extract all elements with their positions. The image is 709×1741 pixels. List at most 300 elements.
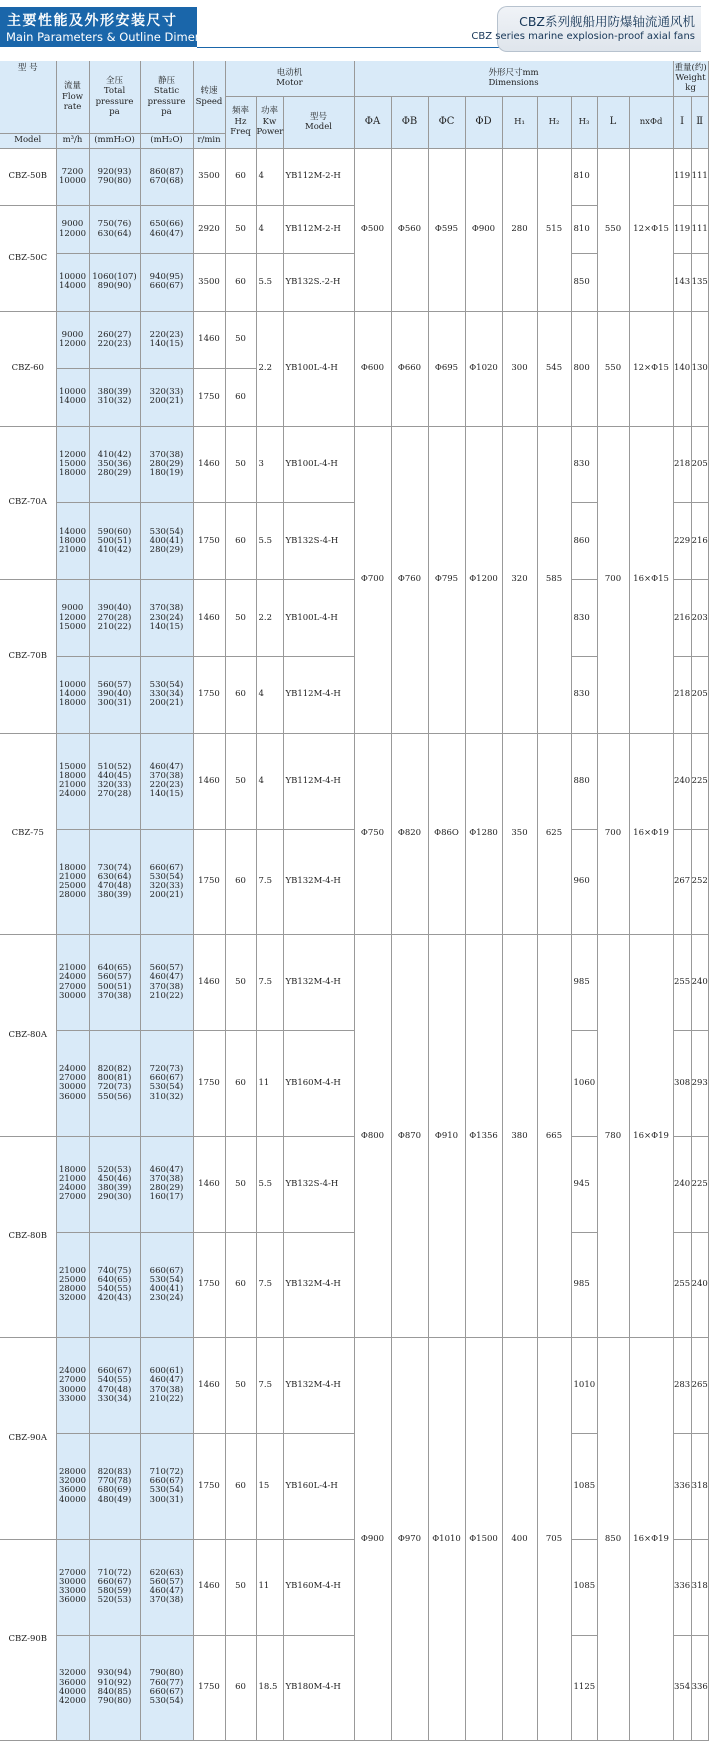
weight-2-cell: 135 xyxy=(691,254,708,312)
speed-cell: 1460 xyxy=(193,935,225,1031)
motor-model-cell: YB132S-4-H xyxy=(283,503,354,580)
dim-c-head: ΦC xyxy=(428,96,465,148)
freq-cell: 50 xyxy=(225,935,256,1031)
product-title-zh: CBZ系列舰船用防爆轴流通风机 xyxy=(519,14,695,29)
total-pressure-col-head xyxy=(89,61,140,133)
weight-1-cell: 143 xyxy=(673,254,691,312)
total-pressure-zh: 全压 xyxy=(105,76,123,87)
weight-2-cell: 265 xyxy=(691,1338,708,1434)
freq-cell: 60 xyxy=(225,1232,256,1338)
flow-cell: 10000 14000 18000 xyxy=(56,656,89,733)
product-series-tab xyxy=(471,6,701,52)
motor-model-cell: YB160M-4-H xyxy=(283,1031,354,1137)
outline-zh: 外形尺寸mm xyxy=(488,67,539,78)
dim-h3-cell: 985 xyxy=(571,1232,597,1338)
dim-h3-cell: 960 xyxy=(571,829,597,935)
weight-1-cell: 218 xyxy=(673,426,691,503)
total-pressure-cell: 590(60) 500(51) 410(42) xyxy=(89,503,140,580)
weight-1-cell: 119 xyxy=(673,206,691,254)
speed-cell: 1750 xyxy=(193,369,225,427)
product-title-en: CBZ series marine explosion-proof axial fans xyxy=(471,31,695,42)
speed-cell: 1460 xyxy=(193,1136,225,1232)
dim-h3-cell: 860 xyxy=(571,503,597,580)
static-pressure-cell: 710(72) 660(67) 530(54) 300(31) xyxy=(140,1434,193,1540)
power-cell: 4 xyxy=(256,733,283,829)
static-pressure-cell: 790(80) 760(77) 660(67) 530(54) xyxy=(140,1635,193,1741)
power-col-head: 功率 Kw Power xyxy=(256,96,283,148)
weight-2-cell: 225 xyxy=(691,733,708,829)
dim-h3-cell: 810 xyxy=(571,206,597,254)
dim-h3-cell: 830 xyxy=(571,426,597,503)
dim-d-head: ΦD xyxy=(465,96,502,148)
power-cell: 7.5 xyxy=(256,935,283,1031)
total-pressure-cell: 1060(107) 890(90) xyxy=(89,254,140,312)
dim-b-cell: Φ660 xyxy=(391,311,428,426)
dim-l-head: L xyxy=(597,96,629,148)
dim-h3-head: H₃ xyxy=(571,96,597,148)
motor-model-cell: YB160M-4-H xyxy=(283,1539,354,1635)
model-cell: CBZ-80B xyxy=(0,1136,56,1337)
freq-cell: 60 xyxy=(225,656,256,733)
static-pressure-cell: 460(47) 370(38) 280(29) 160(17) xyxy=(140,1136,193,1232)
total-pressure-cell: 410(42) 350(36) 280(29) xyxy=(89,426,140,503)
dim-h3-cell: 800 xyxy=(571,311,597,426)
dim-a-cell: Φ700 xyxy=(354,426,391,733)
table-row xyxy=(0,426,708,436)
weight-2-head: Ⅱ xyxy=(691,96,708,148)
model-cell: CBZ-50C xyxy=(0,206,56,312)
freq-cell: 50 xyxy=(225,426,256,503)
speed-cell: 1460 xyxy=(193,1539,225,1635)
dim-a-cell: Φ750 xyxy=(354,733,391,934)
dim-h3-cell: 945 xyxy=(571,1136,597,1232)
dim-c-cell: Φ910 xyxy=(428,935,465,1338)
speed-cell: 1750 xyxy=(193,656,225,733)
power-cell: 7.5 xyxy=(256,1338,283,1434)
static-pressure-cell: 460(47) 370(38) 220(23) 140(15) xyxy=(140,733,193,829)
motor-model-cell: YB100L-4-H xyxy=(283,311,354,426)
static-pressure-zh: 静压 xyxy=(157,76,175,87)
total-pressure-cell: 520(53) 450(46) 380(39) 290(30) xyxy=(89,1136,140,1232)
total-pressure-cell: 660(67) 540(55) 470(48) 330(34) xyxy=(89,1338,140,1434)
weight-1-cell: 267 xyxy=(673,829,691,935)
power-cell: 11 xyxy=(256,1539,283,1635)
table-row xyxy=(0,148,708,158)
table-header xyxy=(0,61,708,148)
motor-model-cell: YB112M-4-H xyxy=(283,733,354,829)
power-cell: 4 xyxy=(256,206,283,254)
power-cell: 4 xyxy=(256,148,283,206)
freq-cell: 60 xyxy=(225,1635,256,1741)
weight-2-cell: 205 xyxy=(691,426,708,503)
speed-cell: 1750 xyxy=(193,1434,225,1540)
speed-cell: 2920 xyxy=(193,206,225,254)
weight-2-cell: 111 xyxy=(691,148,708,206)
speed-en: Speed xyxy=(195,96,223,107)
dim-h3-cell: 830 xyxy=(571,656,597,733)
dim-h2-cell: 515 xyxy=(537,148,571,311)
flow-cell: 12000 15000 18000 xyxy=(56,426,89,503)
dim-a-cell: Φ900 xyxy=(354,1338,391,1741)
speed-cell: 1750 xyxy=(193,1031,225,1137)
flow-cell: 28000 32000 36000 40000 xyxy=(56,1434,89,1540)
dim-h3-cell: 880 xyxy=(571,733,597,829)
table-row xyxy=(0,935,708,945)
speed-cell: 1460 xyxy=(193,311,225,369)
static-pressure-cell: 530(54) 330(34) 200(21) xyxy=(140,656,193,733)
dim-h3-cell: 1085 xyxy=(571,1539,597,1635)
power-cell: 18.5 xyxy=(256,1635,283,1741)
weight-2-cell: 111 xyxy=(691,206,708,254)
flow-cell: 15000 18000 21000 24000 xyxy=(56,733,89,829)
flow-cell: 9000 12000 xyxy=(56,206,89,254)
static-pressure-cell: 650(66) 460(47) xyxy=(140,206,193,254)
static-pressure-cell: 370(38) 230(24) 140(15) xyxy=(140,580,193,657)
flow-cell: 24000 27000 30000 33000 xyxy=(56,1338,89,1434)
dim-c-cell: Φ695 xyxy=(428,311,465,426)
static-pressure-cell: 660(67) 530(54) 400(41) 230(24) xyxy=(140,1232,193,1338)
dim-a-cell: Φ600 xyxy=(354,311,391,426)
dim-b-cell: Φ760 xyxy=(391,426,428,733)
weight-zh: 重量(约) xyxy=(674,62,707,73)
dim-nd-cell: 12×Φ15 xyxy=(629,311,673,426)
motor-model-cell: YB132S-4-H xyxy=(283,1136,354,1232)
dim-h1-head: H₁ xyxy=(502,96,537,148)
table-row xyxy=(0,733,708,743)
model-cell: CBZ-70A xyxy=(0,426,56,580)
power-cell: 11 xyxy=(256,1031,283,1137)
freq-cell: 60 xyxy=(225,503,256,580)
total-pressure-unit: (mmH₂O) xyxy=(89,133,140,148)
table-body xyxy=(0,148,708,1741)
flow-cell: 21000 24000 27000 30000 xyxy=(56,935,89,1031)
dim-h3-cell: 850 xyxy=(571,254,597,312)
section-title-banner xyxy=(0,7,232,47)
parameters-table xyxy=(0,61,709,1741)
outline-en: Dimensions xyxy=(488,78,539,89)
flow-cell: 9000 12000 xyxy=(56,311,89,369)
static-pressure-cell: 660(67) 530(54) 320(33) 200(21) xyxy=(140,829,193,935)
dim-b-cell: Φ820 xyxy=(391,733,428,934)
static-pressure-cell: 320(33) 200(21) xyxy=(140,369,193,427)
dim-d-cell: Φ900 xyxy=(465,148,502,311)
dim-d-cell: Φ1280 xyxy=(465,733,502,934)
dim-b-cell: Φ560 xyxy=(391,148,428,311)
total-pressure-cell: 820(83) 770(78) 680(69) 480(49) xyxy=(89,1434,140,1540)
weight-2-cell: 203 xyxy=(691,580,708,657)
weight-2-cell: 336 xyxy=(691,1635,708,1741)
weight-1-cell: 255 xyxy=(673,1232,691,1338)
weight-unit: kg xyxy=(685,83,696,94)
dim-h1-cell: 320 xyxy=(502,426,537,733)
weight-2-cell: 240 xyxy=(691,935,708,1031)
model-cell: CBZ-90A xyxy=(0,1338,56,1539)
flow-cell: 24000 27000 30000 36000 xyxy=(56,1031,89,1137)
speed-cell: 1460 xyxy=(193,426,225,503)
freq-cell: 50 xyxy=(225,580,256,657)
freq-cell: 60 xyxy=(225,148,256,206)
dim-c-cell: Φ1010 xyxy=(428,1338,465,1741)
model-col-en: Model xyxy=(0,133,56,148)
total-pressure-en: Total pressure pa xyxy=(95,86,134,118)
motor-model-cell: YB132M-4-H xyxy=(283,1338,354,1434)
weight-1-cell: 216 xyxy=(673,580,691,657)
flow-cell: 10000 14000 xyxy=(56,369,89,427)
total-pressure-cell: 260(27) 220(23) xyxy=(89,311,140,369)
weight-2-cell: 293 xyxy=(691,1031,708,1137)
weight-2-cell: 130 xyxy=(691,311,708,426)
weight-1-cell: 240 xyxy=(673,1136,691,1232)
speed-cell: 1460 xyxy=(193,1338,225,1434)
dim-h3-cell: 810 xyxy=(571,148,597,206)
weight-1-cell: 283 xyxy=(673,1338,691,1434)
motor-model-cell: YB100L-4-H xyxy=(283,580,354,657)
dim-h2-cell: 665 xyxy=(537,935,571,1338)
weight-2-cell: 205 xyxy=(691,656,708,733)
dim-c-cell: Φ795 xyxy=(428,426,465,733)
dim-h1-cell: 380 xyxy=(502,935,537,1338)
model-cell: CBZ-75 xyxy=(0,733,56,934)
total-pressure-cell: 710(72) 660(67) 580(59) 520(53) xyxy=(89,1539,140,1635)
flow-cell: 18000 21000 24000 27000 xyxy=(56,1136,89,1232)
speed-cell: 1750 xyxy=(193,503,225,580)
power-cell: 7.5 xyxy=(256,1232,283,1338)
dim-a-cell: Φ500 xyxy=(354,148,391,311)
dim-h3-cell: 1125 xyxy=(571,1635,597,1741)
motor-model-cell: YB132M-4-H xyxy=(283,1232,354,1338)
freq-cell: 50 xyxy=(225,311,256,369)
weight-2-cell: 252 xyxy=(691,829,708,935)
dim-h2-cell: 585 xyxy=(537,426,571,733)
speed-cell: 1460 xyxy=(193,580,225,657)
dim-h2-cell: 545 xyxy=(537,311,571,426)
flow-unit: m³/h xyxy=(56,133,89,148)
speed-cell: 1750 xyxy=(193,829,225,935)
dim-b-cell: Φ870 xyxy=(391,935,428,1338)
motor-model-cell: YB132M-4-H xyxy=(283,935,354,1031)
power-cell: 3 xyxy=(256,426,283,503)
dim-l-cell: 780 xyxy=(597,935,629,1338)
freq-cell: 50 xyxy=(225,1136,256,1232)
weight-1-cell: 119 xyxy=(673,148,691,206)
weight-1-cell: 240 xyxy=(673,733,691,829)
motor-model-cell: YB112M-2-H xyxy=(283,206,354,254)
dim-nd-head: nxΦd xyxy=(629,96,673,148)
freq-cell: 60 xyxy=(225,369,256,427)
dim-a-head: ΦA xyxy=(354,96,391,148)
dim-h2-head: H₂ xyxy=(537,96,571,148)
total-pressure-cell: 510(52) 440(45) 320(33) 270(28) xyxy=(89,733,140,829)
speed-cell: 3500 xyxy=(193,254,225,312)
dim-l-cell: 700 xyxy=(597,426,629,733)
dim-b-cell: Φ970 xyxy=(391,1338,428,1741)
speed-cell: 1750 xyxy=(193,1232,225,1338)
flow-cell: 14000 18000 21000 xyxy=(56,503,89,580)
flow-cell: 32000 36000 40000 42000 xyxy=(56,1635,89,1741)
static-pressure-cell: 530(54) 400(41) 280(29) xyxy=(140,503,193,580)
table-row xyxy=(0,311,708,321)
dim-d-cell: Φ1020 xyxy=(465,311,502,426)
power-cell: 4 xyxy=(256,656,283,733)
power-cell: 15 xyxy=(256,1434,283,1540)
motor-model-cell: YB180M-4-H xyxy=(283,1635,354,1741)
total-pressure-cell: 380(39) 310(32) xyxy=(89,369,140,427)
total-pressure-cell: 560(57) 390(40) 300(31) xyxy=(89,656,140,733)
weight-2-cell: 216 xyxy=(691,503,708,580)
model-cell: CBZ-80A xyxy=(0,935,56,1136)
motor-en: Motor xyxy=(276,78,303,89)
total-pressure-cell: 750(76) 630(64) xyxy=(89,206,140,254)
flow-cell: 27000 30000 33000 36000 xyxy=(56,1539,89,1635)
static-pressure-cell: 940(95) 660(67) xyxy=(140,254,193,312)
section-title-zh: 主要性能及外形安装尺寸 xyxy=(7,13,178,29)
motor-model-cell: YB160L-4-H xyxy=(283,1434,354,1540)
motor-model-cell: YB112M-2-H xyxy=(283,148,354,206)
weight-en: Weight xyxy=(675,73,706,84)
motor-model-cell: YB132M-4-H xyxy=(283,829,354,935)
power-cell: 2.2 xyxy=(256,311,283,426)
dim-h3-cell: 985 xyxy=(571,935,597,1031)
speed-cell: 1460 xyxy=(193,733,225,829)
weight-2-cell: 225 xyxy=(691,1136,708,1232)
freq-cell: 50 xyxy=(225,733,256,829)
speed-cell: 3500 xyxy=(193,148,225,206)
dim-nd-cell: 12×Φ15 xyxy=(629,148,673,311)
dim-h3-cell: 1010 xyxy=(571,1338,597,1434)
weight-1-cell: 308 xyxy=(673,1031,691,1137)
static-pressure-cell: 860(87) 670(68) xyxy=(140,148,193,206)
flow-zh: 流量 xyxy=(63,81,81,92)
weight-1-cell: 336 xyxy=(673,1434,691,1540)
dim-d-cell: Φ1356 xyxy=(465,935,502,1338)
power-cell: 2.2 xyxy=(256,580,283,657)
dim-h1-cell: 300 xyxy=(502,311,537,426)
flow-cell: 21000 25000 28000 32000 xyxy=(56,1232,89,1338)
dim-l-cell: 850 xyxy=(597,1338,629,1741)
dim-l-cell: 550 xyxy=(597,148,629,311)
dim-nd-cell: 16×Φ15 xyxy=(629,426,673,733)
dim-h2-cell: 705 xyxy=(537,1338,571,1741)
power-cell: 5.5 xyxy=(256,254,283,312)
weight-1-cell: 255 xyxy=(673,935,691,1031)
motor-col-head xyxy=(225,61,354,96)
freq-cell: 60 xyxy=(225,829,256,935)
weight-1-cell: 140 xyxy=(673,311,691,426)
outline-col-head xyxy=(354,61,673,96)
flow-cell: 10000 14000 xyxy=(56,254,89,312)
dim-h3-cell: 1085 xyxy=(571,1434,597,1540)
total-pressure-cell: 640(65) 560(57) 500(51) 370(38) xyxy=(89,935,140,1031)
dim-l-cell: 550 xyxy=(597,311,629,426)
power-cell: 5.5 xyxy=(256,503,283,580)
dim-h1-cell: 350 xyxy=(502,733,537,934)
dim-d-cell: Φ1500 xyxy=(465,1338,502,1741)
freq-cell: 60 xyxy=(225,1031,256,1137)
weight-1-cell: 218 xyxy=(673,656,691,733)
total-pressure-cell: 920(93) 790(80) xyxy=(89,148,140,206)
weight-1-cell: 229 xyxy=(673,503,691,580)
static-pressure-cell: 370(38) 280(29) 180(19) xyxy=(140,426,193,503)
weight-2-cell: 318 xyxy=(691,1434,708,1540)
static-pressure-col-head xyxy=(140,61,193,133)
static-pressure-unit: (mH₂O) xyxy=(140,133,193,148)
model-cell: CBZ-50B xyxy=(0,148,56,206)
total-pressure-cell: 740(75) 640(65) 540(55) 420(43) xyxy=(89,1232,140,1338)
power-cell: 7.5 xyxy=(256,829,283,935)
static-pressure-cell: 620(63) 560(57) 460(47) 370(38) xyxy=(140,1539,193,1635)
dim-h1-cell: 280 xyxy=(502,148,537,311)
freq-cell: 50 xyxy=(225,1539,256,1635)
model-cell: CBZ-70B xyxy=(0,580,56,734)
total-pressure-cell: 730(74) 630(64) 470(48) 380(39) xyxy=(89,829,140,935)
flow-cell: 18000 21000 25000 28000 xyxy=(56,829,89,935)
dim-b-head: ΦB xyxy=(391,96,428,148)
weight-1-cell: 354 xyxy=(673,1635,691,1741)
dim-a-cell: Φ800 xyxy=(354,935,391,1338)
model-cell: CBZ-90B xyxy=(0,1539,56,1740)
page-header xyxy=(0,0,700,58)
freq-cell: 50 xyxy=(225,1338,256,1434)
weight-col-head xyxy=(673,61,708,96)
model-col-zh: 型 号 xyxy=(0,61,56,133)
flow-cell: 7200 10000 xyxy=(56,148,89,206)
motor-zh: 电动机 xyxy=(276,67,303,78)
total-pressure-cell: 390(40) 270(28) 210(22) xyxy=(89,580,140,657)
dim-nd-cell: 16×Φ19 xyxy=(629,1338,673,1741)
dim-nd-cell: 16×Φ19 xyxy=(629,733,673,934)
speed-unit: r/min xyxy=(193,133,225,148)
freq-cell: 60 xyxy=(225,254,256,312)
weight-1-head: Ⅰ xyxy=(673,96,691,148)
static-pressure-en: Static pressure pa xyxy=(147,86,186,118)
freq-cell: 60 xyxy=(225,1434,256,1540)
total-pressure-cell: 930(94) 910(92) 840(85) 790(80) xyxy=(89,1635,140,1741)
static-pressure-cell: 220(23) 140(15) xyxy=(140,311,193,369)
motor-model-col-head: 型号 Model xyxy=(283,96,354,148)
dim-nd-cell: 16×Φ19 xyxy=(629,935,673,1338)
motor-model-cell: YB132S.-2-H xyxy=(283,254,354,312)
motor-model-cell: YB112M-4-H xyxy=(283,656,354,733)
dim-h1-cell: 400 xyxy=(502,1338,537,1741)
weight-1-cell: 336 xyxy=(673,1539,691,1635)
power-cell: 5.5 xyxy=(256,1136,283,1232)
dim-l-cell: 700 xyxy=(597,733,629,934)
flow-col-head xyxy=(56,61,89,133)
model-cell: CBZ-60 xyxy=(0,311,56,426)
speed-cell: 1750 xyxy=(193,1635,225,1741)
dim-c-cell: Φ86O xyxy=(428,733,465,934)
static-pressure-cell: 600(61) 460(47) 370(38) 210(22) xyxy=(140,1338,193,1434)
dim-d-cell: Φ1200 xyxy=(465,426,502,733)
section-title-en: Main Parameters & Outline Dimensions xyxy=(6,30,232,44)
weight-2-cell: 318 xyxy=(691,1539,708,1635)
dim-h3-cell: 1060 xyxy=(571,1031,597,1137)
flow-cell: 9000 12000 15000 xyxy=(56,580,89,657)
weight-2-cell: 240 xyxy=(691,1232,708,1338)
table-row xyxy=(0,1338,708,1348)
static-pressure-cell: 720(73) 660(67) 530(54) 310(32) xyxy=(140,1031,193,1137)
freq-cell: 50 xyxy=(225,206,256,254)
dim-h2-cell: 625 xyxy=(537,733,571,934)
flow-en: Flow rate xyxy=(61,91,83,112)
dim-c-cell: Φ595 xyxy=(428,148,465,311)
dim-h3-cell: 830 xyxy=(571,580,597,657)
speed-col-head xyxy=(193,61,225,133)
static-pressure-cell: 560(57) 460(47) 370(38) 210(22) xyxy=(140,935,193,1031)
speed-zh: 转速 xyxy=(200,86,218,97)
total-pressure-cell: 820(82) 800(81) 720(73) 550(56) xyxy=(89,1031,140,1137)
motor-model-cell: YB100L-4-H xyxy=(283,426,354,503)
